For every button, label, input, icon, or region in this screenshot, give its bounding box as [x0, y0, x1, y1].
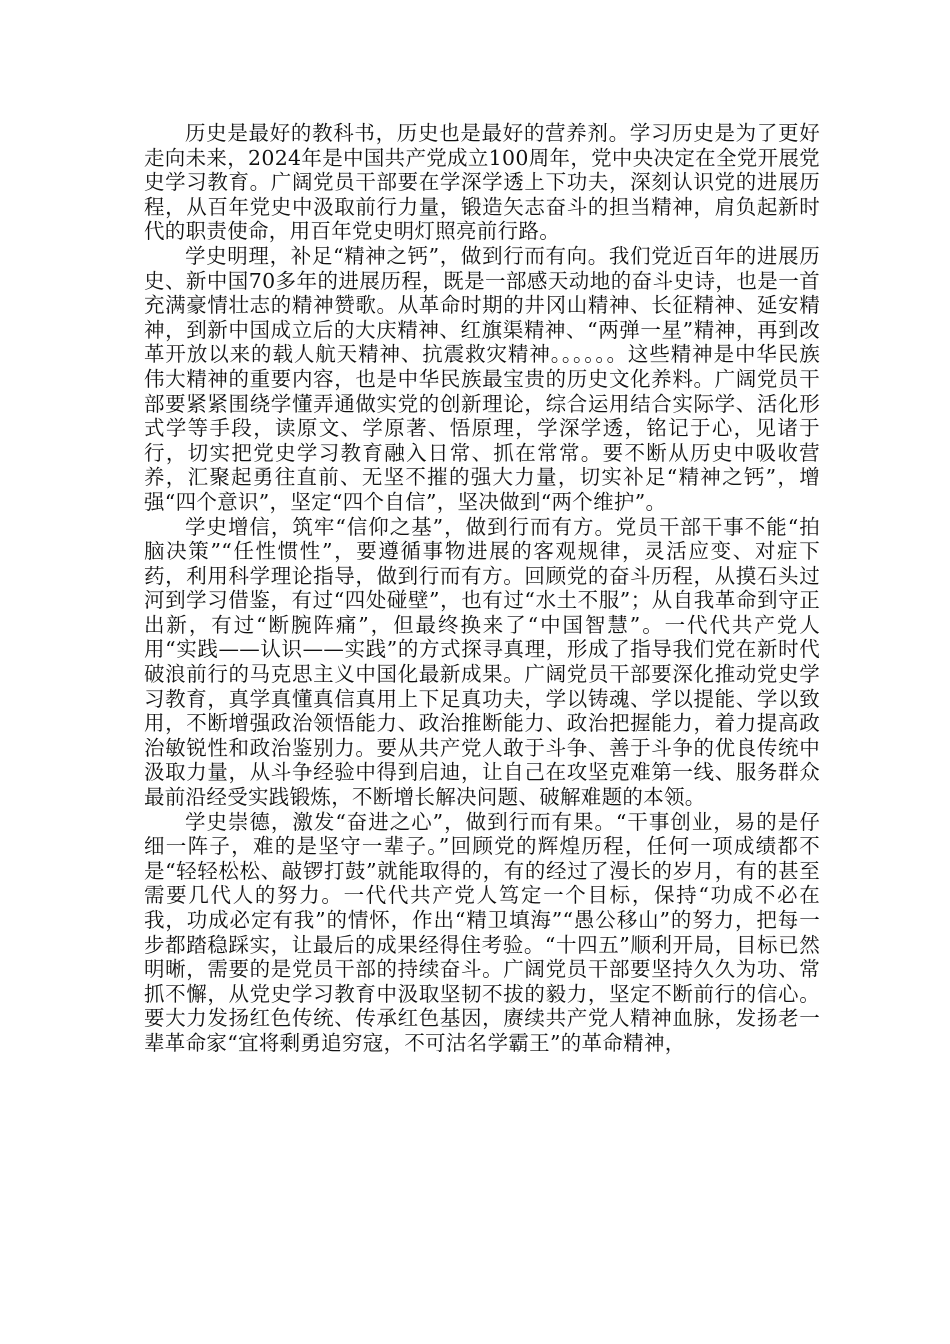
paragraph-learn-history-uphold-virtue: 学史崇德，激发“奋进之心”，做到行而有果。“干事创业，易的是仔细一阵子，难的是坚守一辈子。”回顾党的辉煌历程，任何一项成绩都不是“轻轻松松、敲锣打鼓”就能取得的，有的经过了漫长的岁月，有的甚至需要几代人的努力。一代代共产党人笃定一个目标，保持“功成不必在我，功成必定有我”的情怀，作出“精卫填海”“愚公移山”的努力，把每一步都踏稳踩实，让最后的成果经得住考验。“十四五”顺利开局，目标已然明晰，需要的是党员干部的持续奋斗。广阔党员干部要坚持久久为功、常抓不懈，从党史学习教育中汲取坚韧不拔的毅力，坚定不断前行的信心。要大力发扬红色传统、传承红色基因，赓续共产党人精神血脉，发扬老一辈革命家“宜将剩勇追穷寇，不可沽名学霸王”的革命精神， [144, 809, 820, 1055]
paragraph-learn-history-strengthen-faith: 学史增信，筑牢“信仰之基”，做到行而有方。党员干部干事不能“拍脑决策”“任性惯性”，要遵循事物进展的客观规律，灵活应变、对症下药，利用科学理论指导，做到行而有方。回顾党的奋斗历程，从摸石头过河到学习借鉴，有过“四处碰壁”，也有过“水土不服”；从自我革命到守正出新，有过“断腕阵痛”，但最终换来了“中国智慧”。一代代共产党人用“实践——认识——实践”的方式探寻真理，形成了指导我们党在新时代破浪前行的马克思主义中国化最新成果。广阔党员干部要深化推动党史学习教育，真学真懂真信真用上下足真功夫，学以铸魂、学以提能、学以致用，不断增强政治领悟能力、政治推断能力、政治把握能力，着力提高政治敏锐性和政治鉴别力。要从共产党人敢于斗争、善于斗争的优良传统中汲取力量，从斗争经验中得到启迪，让自己在攻坚克难第一线、服务群众最前沿经受实践锻炼，不断增长解决问题、破解难题的本领。 [144, 514, 820, 810]
document-body [144, 121, 820, 1056]
paragraph-learn-history-clarify-principles: 学史明理，补足“精神之钙”，做到行而有向。我们党近百年的进展历史、新中国70多年的进展历程，既是一部感天动地的奋斗史诗，也是一首充满豪情壮志的精神赞歌。从革命时期的井冈山精神、长征精神、延安精神，到新中国成立后的大庆精神、红旗渠精神、“两弹一星”精神，再到改革开放以来的载人航天精神、抗震救灾精神。。。。。。这些精神是中华民族伟大精神的重要内容，也是中华民族最宝贵的历史文化养料。广阔党员干部要紧紧围绕学懂弄通做实党的创新理论，综合运用结合实际学、活化形式学等手段，读原文、学原著、悟原理，学深学透，铭记于心，见诸于行，切实把党史学习教育融入日常、抓在常常。要不断从历史中吸收营养，汇聚起勇往直前、无坚不摧的强大力量，切实补足“精神之钙”，增强“四个意识”，坚定“四个自信”，坚决做到“两个维护”。 [144, 243, 820, 514]
paragraph-intro: 历史是最好的教科书，历史也是最好的营养剂。学习历史是为了更好走向未来，2024年是中国共产党成立100周年，党中央决定在全党开展党史学习教育。广阔党员干部要在学深学透上下功夫，深刻认识党的进展历程，从百年党史中汲取前行力量，锻造矢志奋斗的担当精神，肩负起新时代的职责使命，用百年党史明灯照亮前行路。 [144, 121, 820, 244]
